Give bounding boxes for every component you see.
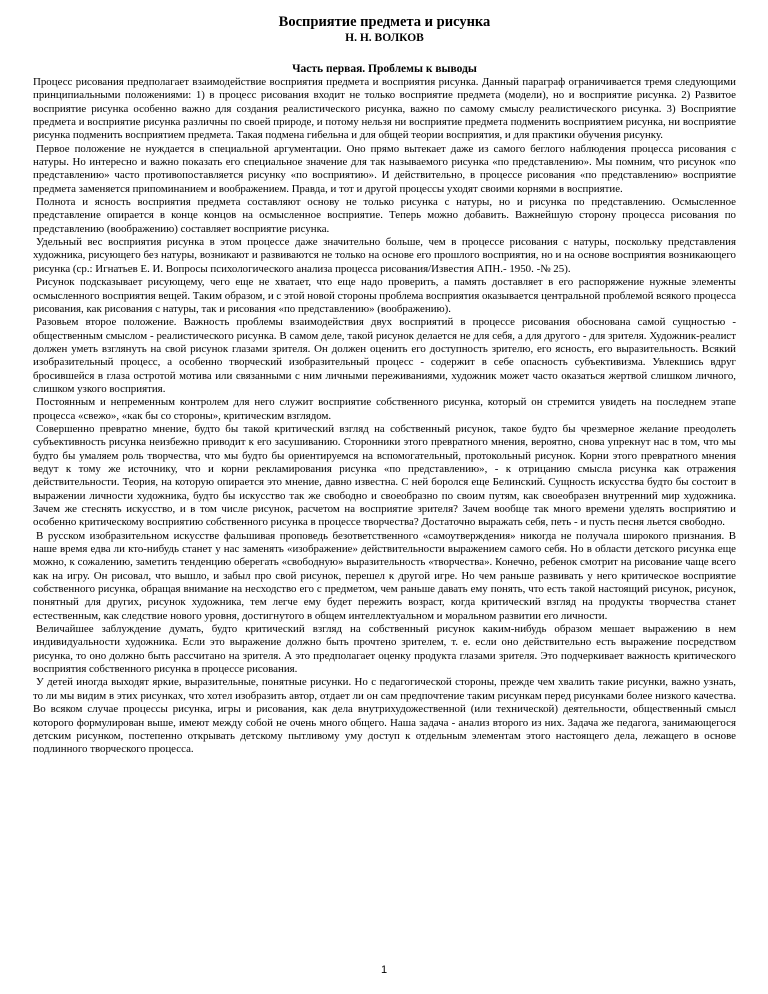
paragraph: У детей иногда выходят яркие, выразительные, понятные рисунки. Но с педагогической стороны, прежде чем хвалить такие рисунки, важно узнать, то ли мы видим в этих рисунках, что хотел изобразить автор, отдает ли он сам предпочтение таким рисункам перед рисунками более низкого качества. Во всяком случае процессы рисунка, игры и рисования, как дела внутрихудожественной (или технической) деятельности, общественный смысл которого формулирован выше, имеют между собой не очень много общего. Наша задача - анализ второго из них. Задача же педагога, занимающегося детским рисунком, постепенно открывать детскому пытливому уму доступ к отдельным элементам этого настоящего дела, лежащего в основе подлинного творческого процесса. — [33, 676, 736, 756]
paragraph: Рисунок подсказывает рисующему, чего еще не хватает, что еще надо проверить, а память доставляет в его распоряжение нужные элементы осмысленного восприятия вещей. Таким образом, и с этой новой стороны проблема восприятия оказывается центральной проблемой всякого процесса рисования, как рисования с натуры, так и рисования «по представлению» (воображению). — [33, 276, 736, 315]
page-number: 1 — [380, 964, 388, 976]
document-page — [33, 14, 736, 757]
paragraph: Удельный вес восприятия рисунка в этом процессе даже значительно больше, чем в процессе рисования с натуры, поскольку представления художника, рисующего без натуры, возникают и развиваются не только на основе его прошлого восприятия, но и на основе восприятия возникающего рисунка (ср.: Игнатьев Е. И. Вопросы психологического анализа процесса рисования/Известия АПН.- 1950. -№ 25). — [33, 236, 736, 275]
paragraph: Первое положение не нуждается в специальной аргументации. Оно прямо вытекает даже из самого беглого наблюдения процесса рисования с натуры. Но интересно и важно показать его специальное значение для так называемого рисунка «по представлению». Мы помним, что рисунок «по представлению» часто противопоставляется рисунку «по восприятию». И действительно, в процессе рисования «по представлению» восприятие предмета заменяется припоминанием и воображением. Правда, и тот и другой процессы уходят своими корнями в восприятие. — [33, 142, 736, 195]
document-author: Н. Н. ВОЛКОВ — [345, 32, 424, 44]
paragraph: Величайшее заблуждение думать, будто критический взгляд на собственный рисунок каким-нибудь образом мешает выражению в нем индивидуальности художника. Если это выражение должно быть прочтено зрителем, т. е. если оно действительно есть выражение посредством рисунка, то оно должно быть рассчитано на зрителя. А это предполагает оценку продукта глазами зрителя. Это подчеркивает важность критического восприятия собственного рисунка в процессе рисования. — [33, 623, 736, 676]
part-heading: Часть первая. Проблемы к выводы — [292, 63, 477, 75]
paragraph: В русском изобразительном искусстве фальшивая проповедь безответственного «самоутверждения» никогда не получала широкого признания. В наше время едва ли кто-нибудь станет у нас заменять «изображение» действительности выражением самого себя. Но в области детского рисунка еще можно, к сожалению, заметить тенденцию оберегать «свободную» выразительность «творчества». Конечно, ребенок смотрит на рисование чаще всего как на игру. Он рисовал, что вышло, и забыл про свой рисунок, перешел к другой игре. Но чем раньше развивать у него критическое восприятие собственного рисунка, обращая внимание на несходство его с предметом, чем раньше давать ему понять, что есть такой настоящий рисунок, рисунок, понятный для других, рисунок художника, тем легче ему будет пережить возраст, когда критический взгляд на продукты творчества станет естественным, как следствие нового уровня, достигнутого в общем интеллектуальном и моральном развитии его личности. — [33, 529, 736, 622]
document-title: Восприятие предмета и рисунка — [278, 14, 491, 30]
paragraph: Полнота и ясность восприятия предмета составляют основу не только рисунка с натуры, но и рисунка по представлению. Осмысленное представление опирается в конце концов на осмысленное восприятие. Теперь можно добавить. Важнейшую сторону процесса рисования по представлению (воображению) составляет восприятие рисунка. — [33, 196, 736, 235]
paragraph: Процесс рисования предполагает взаимодействие восприятия предмета и восприятия рисунка. Данный параграф ограничивается тремя следующими принципиальными положениями: 1) в процесс рисования входит не только восприятие предмета (модели), но и восприятие рисунка. 2) Развитое восприятие рисунка особенно важно для создания реалистического рисунка, важно по самому смыслу реалистического рисунка. 3) Восприятие предмета и восприятие рисунка различны по своей природе, и потому нельзя ни восприятие предмета подменить восприятием рисунка, ни восприятие рисунка подменить восприятием предмета. Такая подмена гибельна и для общей теории восприятия, и для практики обучения рисунку. — [33, 76, 736, 142]
paragraph: Постоянным и непременным контролем для него служит восприятие собственного рисунка, который он стремится увидеть на последнем этапе процесса «свежо», «как бы со стороны», критическим взглядом. — [33, 396, 736, 422]
paragraph: Совершенно превратно мнение, будто бы такой критический взгляд на собственный рисунок, такое будто бы чрезмерное желание преодолеть субъективность рисунка неизбежно приводит к его засушиванию. Сторонники этого превратного мнения, вероятно, снова упрекнут нас в том, что мы будто бы умаляем роль творчества, что мы будто бы ориентируемся на вспомогательный, протокольный рисунок. Корни этого превратного мнения ведут к тому же источнику, что и корни рекламирования рисунка «по представлению», - к отрицанию смысла рисунка как отражения действительности. Теория, на которую опирается это мнение, давно известна. С ней боролся еще Белинский. Сущность искусства будто бы состоит в выражении личности художника, будто бы искусство так же свободно и своеобразно по своим путям, как своеобразен внутренний мир художника. Зачем же стеснять искусство, и в том числе рисунок, расчетом на восприятие зрителя? Зачем вообще так много времени уделять восприятию и особенно критическому восприятию собственного рисунка в процессе творчества? Достаточно выражать себя, петь - и пусть песня льется свободно. — [33, 422, 736, 529]
paragraph: Разовьем второе положение. Важность проблемы взаимодействия двух восприятий в процессе рисования обоснована самой сущностью - общественным смыслом - реалистического рисунка. В самом деле, такой рисунок делается не для себя, а для другого - для зрителя. Художник-реалист должен уметь взглянуть на свой рисунок глазами зрителя. Он должен оценить его доступность зрителю, его ясность, его выразительность. Всякий изобразительный процесс, а особенно творческий изобразительный процесс - содержит в себе опасность субъективизма. Увлекшись вдруг бросившейся в глаза остротой мотива или связанными с ним личными переживаниями, художник может часто оказаться жертвой слишком личного, слишком узкого восприятия. — [33, 316, 736, 395]
